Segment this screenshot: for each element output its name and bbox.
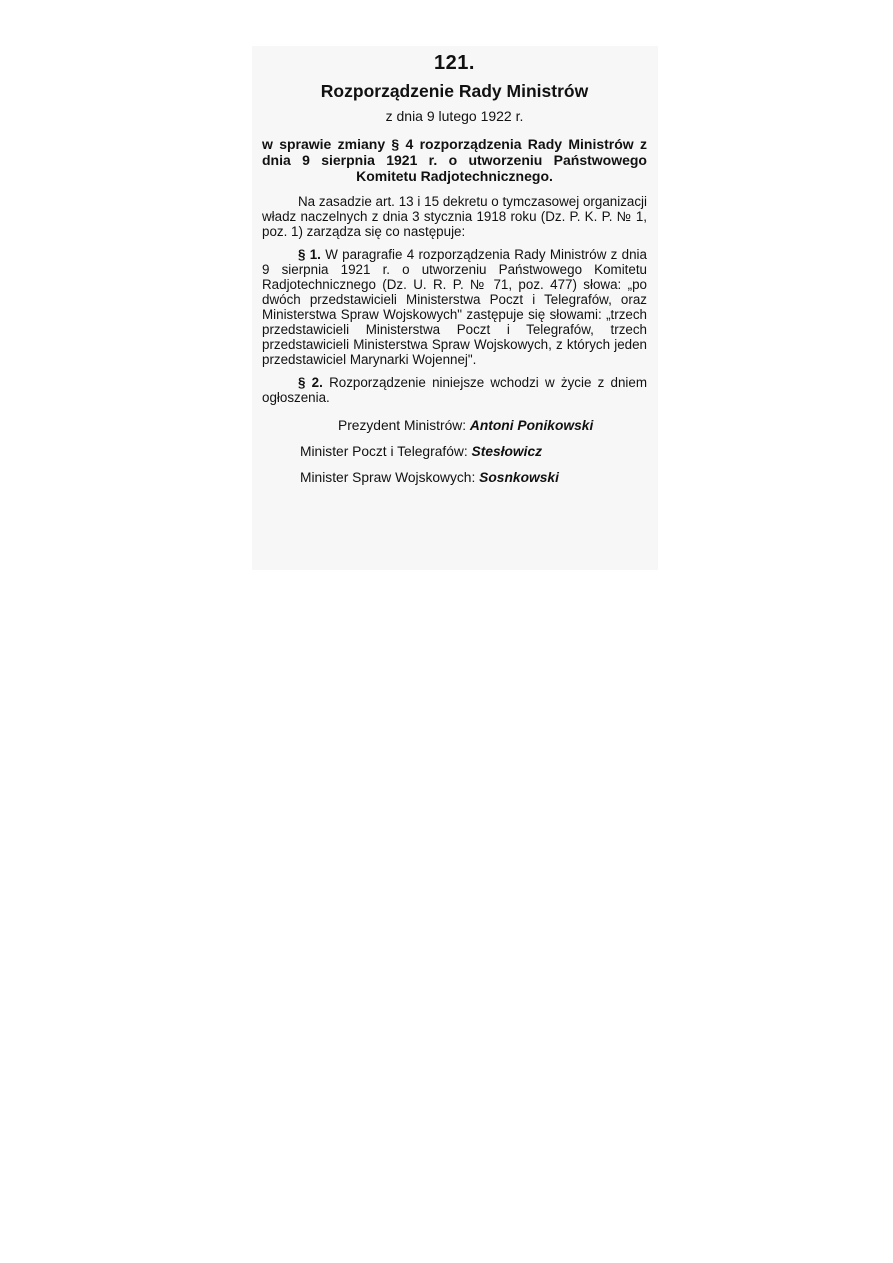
signature-name: Stesłowicz xyxy=(471,444,543,459)
signature-name: Antoni Ponikowski xyxy=(469,418,594,433)
signature-name: Sosnkowski xyxy=(479,470,559,485)
document-title: Rozporządzenie Rady Ministrów xyxy=(320,81,589,101)
signature-posts-minister xyxy=(262,439,647,465)
signature-military-minister xyxy=(262,465,647,491)
section-1-text: W paragrafie 4 rozporządzenia Rady Ministrów z dnia 9 sierpnia 1921 r. o utworzeniu Państwowego Komitetu Radjotechnicznego (Dz. U. R. P. № 71, poz. 477) słowa: „po dwóch przedstawicieli Ministerstwa Poczt i Telegrafów, oraz Ministerstwa Spraw Wojskowych" zastępuje się słowami: „trzech przedstawicieli Ministerstwa Poczt i Telegrafów, trzech przedstawicieli Ministerstwa Spraw Wojskowych, z których jeden przedstawiciel Marynarki Wojennej". xyxy=(262,247,647,367)
section-2-mark: § 2. xyxy=(298,375,323,390)
section-1 xyxy=(262,247,647,367)
document-subject: w sprawie zmiany § 4 rozporządzenia Rady Ministrów z dnia 9 sierpnia 1921 r. o utworzeniu Państwowego Komitetu Radjotechnicznego. xyxy=(262,136,647,184)
section-1-mark: § 1. xyxy=(298,247,321,262)
section-2-text: Rozporządzenie niniejsze wchodzi w życie z dniem ogłoszenia. xyxy=(262,375,647,405)
signature-prime-minister xyxy=(262,413,647,439)
signature-role: Prezydent Ministrów: xyxy=(338,418,467,433)
signature-role: Minister Poczt i Telegrafów: xyxy=(300,444,468,459)
preamble: Na zasadzie art. 13 i 15 dekretu o tymczasowej organizacji władz naczelnych z dnia 3 stycznia 1918 roku (Dz. P. K. P. № 1, poz. 1) zarządza się co następuje: xyxy=(262,194,647,239)
signature-role: Minister Spraw Wojskowych: xyxy=(300,470,476,485)
document-date: z dnia 9 lutego 1922 r. xyxy=(385,108,524,124)
document-column xyxy=(262,52,647,491)
section-2 xyxy=(262,375,647,405)
document-number: 121. xyxy=(434,52,475,74)
